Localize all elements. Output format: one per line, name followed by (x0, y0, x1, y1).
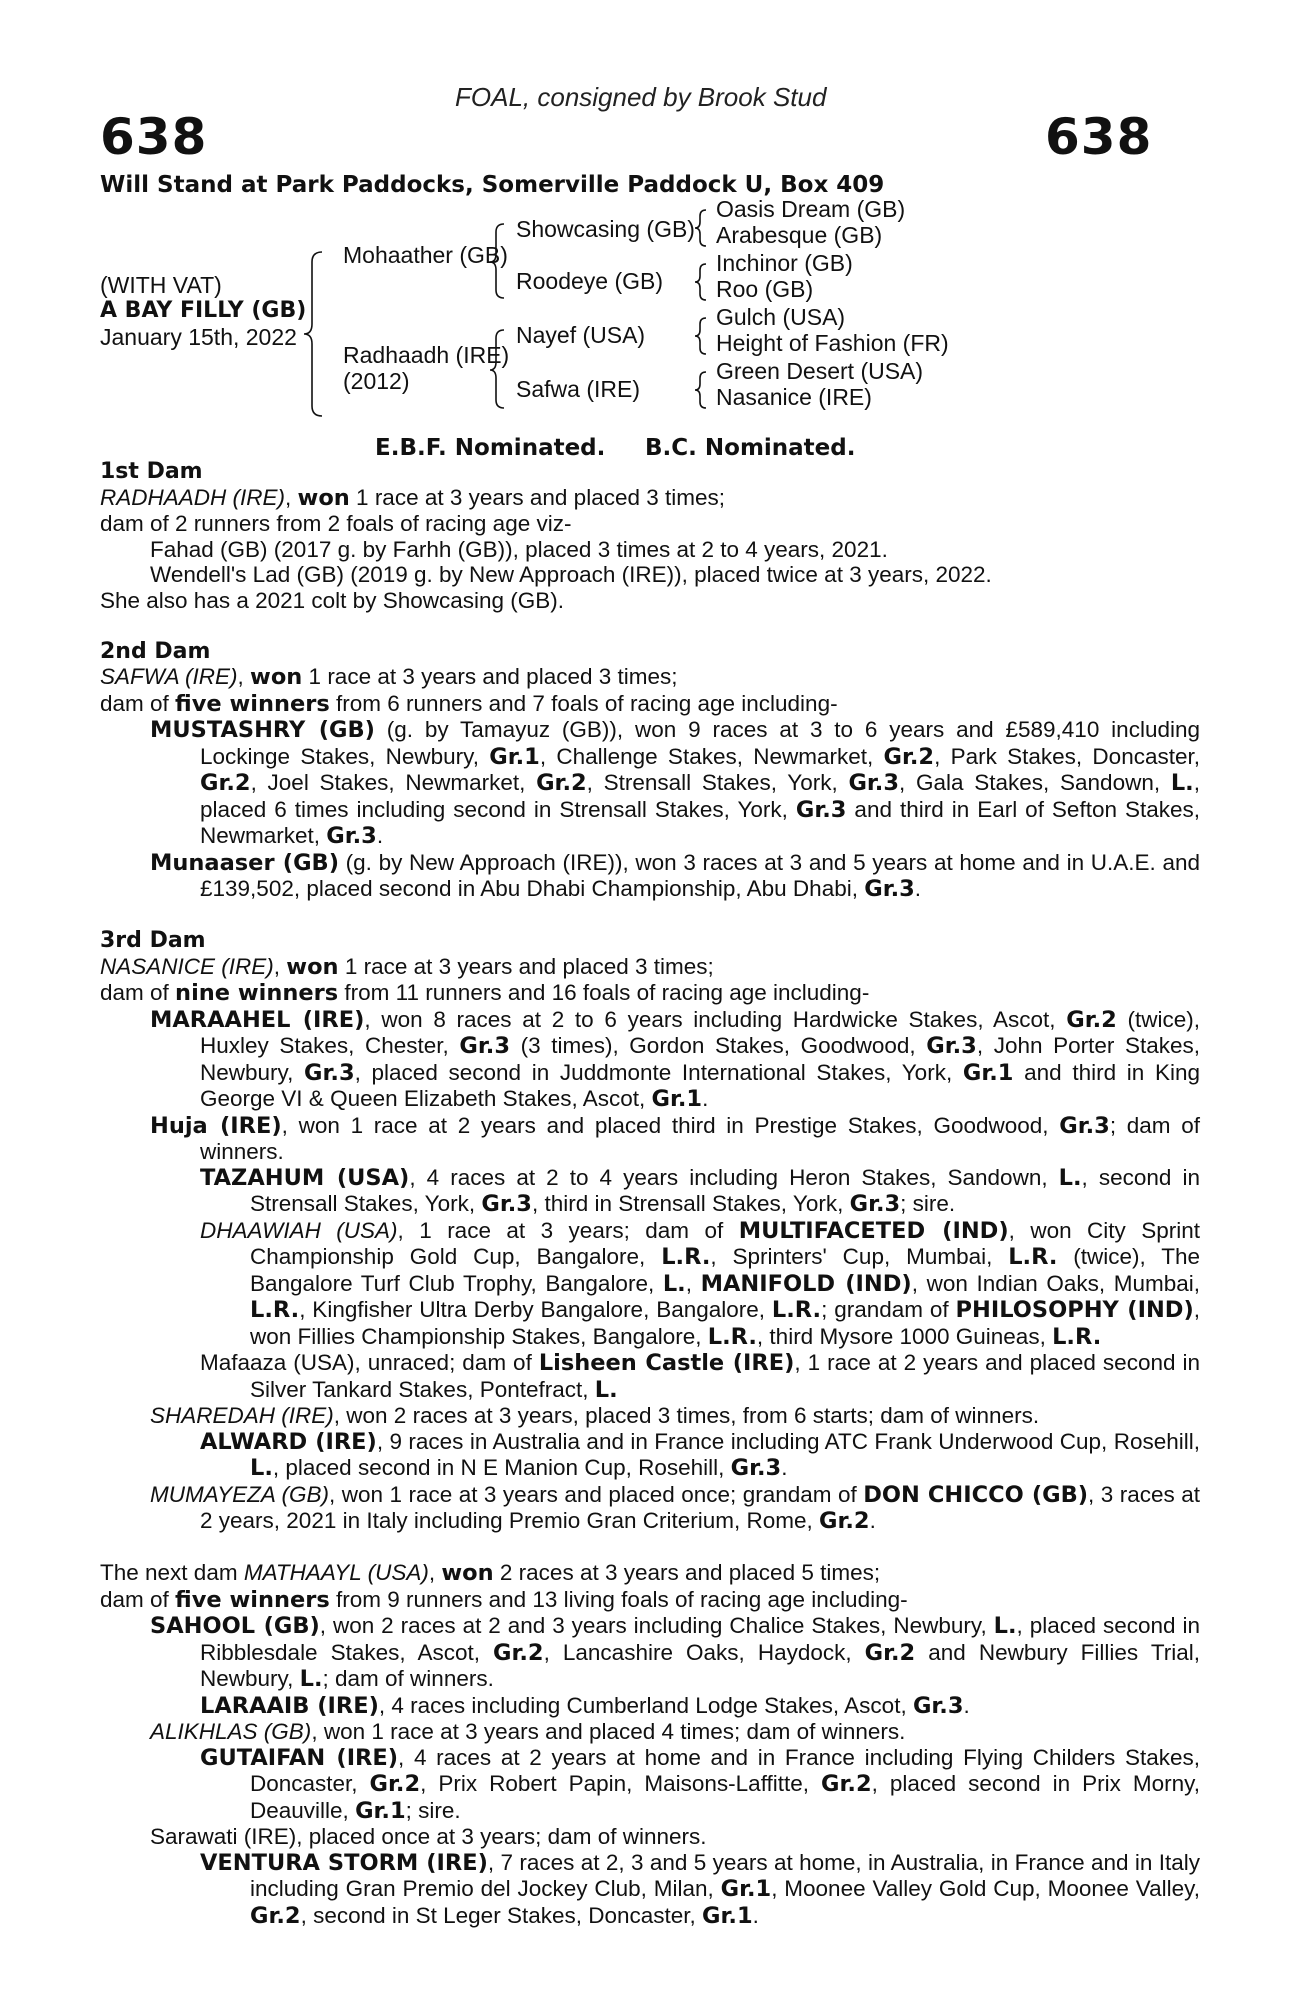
entry-gutaifan: GUTAIFAN (IRE), 4 races at 2 years at home and in France including Flying Childers Stakes, Doncaster, Gr.2, Prix Robert Papin, Maisons-Laffitte, Gr.2, placed second in Prix Morny, Deauville, Gr.1; sire. (200, 1744, 1201, 1824)
next-dam-line: The next dam MATHAAYL (USA), won 2 races at 3 years and placed 5 times; (100, 1560, 881, 1586)
sire-dam: Roodeye (GB) (516, 268, 664, 294)
ped-ssd: Arabesque (GB) (716, 222, 883, 248)
entry-sharedah: SHAREDAH (IRE), won 2 races at 3 years, placed 3 times, from 6 starts; dam of winners. (150, 1403, 1040, 1428)
sire-sire: Showcasing (GB) (516, 216, 695, 242)
produce-fahad: Fahad (GB) (2017 g. by Farhh (GB)), placed 3 times at 2 to 4 years, 2021. (150, 536, 888, 562)
entry-maraahel: MARAAHEL (IRE), won 8 races at 2 to 6 years including Hardwicke Stakes, Ascot, Gr.2 (twice), Huxley Stakes, Chester, Gr.3 (3 times), Gordon Stakes, Goodwood, Gr.3, John Porter Stakes, Newbury, Gr.3, placed second in Juddmonte International Stakes, York, Gr.1 and third in King George VI & Queen Elizabeth Stakes, Ascot, Gr.1. (150, 1006, 1201, 1112)
pedigree-table (100, 196, 1200, 430)
entry-laraaib: LARAAIB (IRE), 4 races including Cumberland Lodge Stakes, Ascot, Gr.3. (200, 1692, 970, 1719)
subject-dob: January 15th, 2022 (100, 324, 297, 350)
sire-name: Mohaather (GB) (343, 242, 508, 268)
third-dam-heading: 3rd Dam (100, 928, 206, 953)
lot-number-right: 638 (1045, 108, 1153, 166)
third-dam-produce: dam of nine winners from 11 runners and 16 foals of racing age including- (100, 980, 870, 1006)
consignor-line: FOAL, consigned by Brook Stud (455, 82, 827, 112)
third-dam-line: NASANICE (IRE), won 1 race at 3 years and placed 3 times; (100, 953, 714, 980)
first-dam-line: RADHAADH (IRE), won 1 race at 3 years and placed 3 times; (100, 484, 726, 511)
next-dam-produce: dam of five winners from 9 runners and 13 living foals of racing age including- (100, 1586, 908, 1613)
dam-name: Radhaadh (IRE) (343, 342, 510, 368)
entry-alikhlas: ALIKHLAS (GB), won 1 race at 3 years and placed 4 times; dam of winners. (150, 1719, 906, 1744)
vat-label: (WITH VAT) (100, 272, 222, 298)
entry-mustashry: MUSTASHRY (GB) (g. by Tamayuz (GB)), won 9 races at 3 to 6 years and £589,410 including Lockinge Stakes, Newbury, Gr.1, Challenge Stakes, Newmarket, Gr.2, Park Stakes, Doncaster, Gr.2, Joel Stakes, Newmarket, Gr.2, Strensall Stakes, York, Gr.3, Gala Stakes, Sandown, L., placed 6 times including second in Strensall Stakes, York, Gr.3 and third in Earl of Sefton Stakes, Newmarket, Gr.3. (150, 717, 1200, 849)
entry-dhaawiah: DHAAWIAH (USA), 1 race at 3 years; dam of MULTIFACETED (IND), won City Sprint Championship Gold Cup, Bangalore, L.R., Sprinters' Cup, Mumbai, L.R. (twice), The Bangalore Turf Club Trophy, Bangalore, L., MANIFOLD (IND), won Indian Oaks, Mumbai, L.R., Kingfisher Ultra Derby Bangalore, Bangalore, L.R.; grandam of PHILOSOPHY (IND), won Fillies Championship Stakes, Bangalore, L.R., third Mysore 1000 Guineas, L.R. (200, 1217, 1200, 1350)
ped-dss: Gulch (USA) (716, 304, 846, 330)
entry-sahool: SAHOOL (GB), won 2 races at 2 and 3 years including Chalice Stakes, Newbury, L., placed second in Ribblesdale Stakes, Ascot, Gr.2, Lancashire Oaks, Haydock, Gr.2 and Newbury Fillies Trial, Newbury, L.; dam of winners. (150, 1613, 1200, 1692)
produce-record (100, 459, 1200, 1929)
first-dam-produce: dam of 2 runners from 2 foals of racing age viz- (100, 511, 572, 536)
entry-huja: Huja (IRE), won 1 race at 2 years and placed third in Prestige Stakes, Goodwood, Gr.3; dam of winners. (150, 1112, 1200, 1164)
entry-mumayeza: MUMAYEZA (GB), won 1 race at 3 years and placed once; grandam of DON CHICCO (GB), 3 races at 2 years, 2021 in Italy including Premio Gran Criterium, Rome, Gr.2. (150, 1481, 1201, 1534)
ebf-nominated: E.B.F. Nominated. (375, 435, 606, 461)
second-dam-line: SAFWA (IRE), won 1 race at 3 years and placed 3 times; (100, 664, 678, 690)
ped-sss: Oasis Dream (GB) (716, 196, 906, 222)
second-dam-heading: 2nd Dam (100, 638, 211, 664)
entry-munaaser: Munaaser (GB) (g. by New Approach (IRE)), won 3 races at 3 and 5 years at home and in U.A.E. and £139,502, placed second in Abu Dhabi Championship, Abu Dhabi, Gr.3. (150, 849, 1200, 902)
ped-sds: Inchinor (GB) (716, 250, 853, 276)
stabling-line: Will Stand at Park Paddocks, Somerville Paddock U, Box 409 (100, 172, 885, 198)
dam-dam: Safwa (IRE) (516, 376, 640, 402)
ped-sdd: Roo (GB) (716, 276, 814, 302)
entry-sarawati: Sarawati (IRE), placed once at 3 years; dam of winners. (150, 1824, 707, 1849)
ped-ddd: Nasanice (IRE) (716, 384, 872, 410)
dam-year: (2012) (343, 368, 410, 394)
entry-mafaaza: Mafaaza (USA), unraced; dam of Lisheen Castle (IRE), 1 race at 2 years and placed second in Silver Tankard Stakes, Pontefract, L. (200, 1350, 1200, 1403)
subject-name: A BAY FILLY (GB) (100, 298, 307, 323)
entry-alward: ALWARD (IRE), 9 races in Australia and in France including ATC Frank Underwood Cup, Rosehill, L., placed second in N E Manion Cup, Rosehill, Gr.3. (200, 1428, 1200, 1481)
entry-ventura-storm: VENTURA STORM (IRE), 7 races at 2, 3 and 5 years at home, in Australia, in France and in Italy including Gran Premio del Jockey Club, Milan, Gr.1, Moonee Valley Gold Cup, Moonee Valley, Gr.2, second in St Leger Stakes, Doncaster, Gr.1. (200, 1849, 1200, 1929)
first-dam-note: She also has a 2021 colt by Showcasing (GB). (100, 587, 565, 613)
produce-wendells-lad: Wendell's Lad (GB) (2019 g. by New Approach (IRE)), placed twice at 3 years, 2022. (150, 562, 992, 587)
lot-number-left: 638 (100, 108, 208, 166)
ped-dsd: Height of Fashion (FR) (716, 330, 949, 356)
bc-nominated: B.C. Nominated. (645, 435, 856, 461)
second-dam-produce: dam of five winners from 6 runners and 7 foals of racing age including- (100, 690, 838, 717)
entry-tazahum: TAZAHUM (USA), 4 races at 2 to 4 years including Heron Stakes, Sandown, L., second in Strensall Stakes, York, Gr.3, third in Strensall Stakes, York, Gr.3; sire. (200, 1164, 1200, 1217)
dam-sire: Nayef (USA) (516, 322, 646, 348)
first-dam-heading: 1st Dam (100, 459, 203, 484)
ped-dds: Green Desert (USA) (716, 358, 924, 384)
main-bracket (304, 252, 322, 416)
